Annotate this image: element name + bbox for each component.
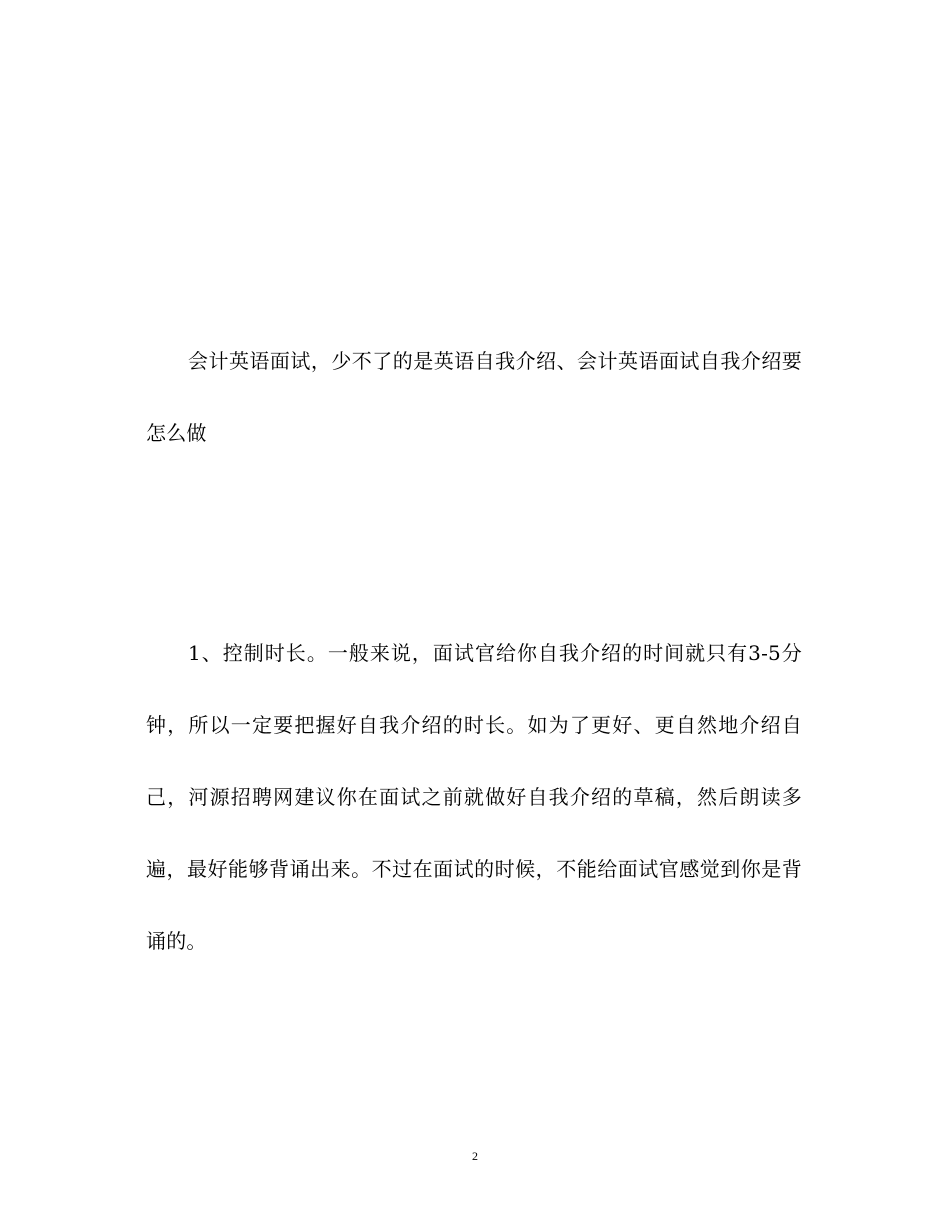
paragraph-intro: 会计英语面试，少不了的是英语自我介绍、会计英语面试自我介绍要怎么做: [146, 349, 802, 445]
paragraph-control-duration: 1、控制时长。一般来说，面试官给你自我介绍的时间就只有3-5分钟，所以一定要把握好自我介绍的时长。如为了更好、更自然地介绍自己，河源招聘网建议你在面试之前就做好自我介绍的草稿，然后朗读多遍，最好能够背诵出来。不过在面试的时候，不能给面试官感觉到你是背诵的。: [146, 641, 802, 953]
page-number: 2: [472, 1149, 478, 1163]
